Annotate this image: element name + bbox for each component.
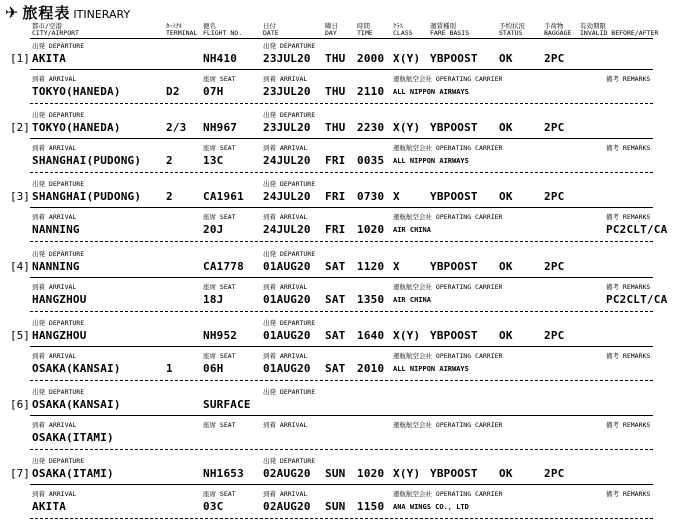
segment-divider: [30, 207, 653, 208]
segment-divider: [30, 484, 653, 485]
seat-number: 06H: [203, 361, 224, 375]
title-jp: 旅程表: [22, 4, 71, 22]
seat-label: 座席 SEAT: [203, 351, 236, 360]
arrival-date: 24JUL20: [263, 223, 311, 237]
departure-date-label: 出発 DEPARTURE: [263, 180, 316, 189]
operating-carrier: ALL NIPPON AIRWAYS: [393, 88, 469, 96]
column-header-jp: 時間: [357, 22, 370, 30]
arrival-date-label: 到着 ARRIVAL: [263, 75, 308, 83]
segment-dashed-divider: [30, 103, 653, 104]
departure-label: 出発 DEPARTURE: [32, 249, 85, 258]
arrival-city: OSAKA(KANSAI): [32, 361, 121, 375]
arrival-label: 到着 ARRIVAL: [32, 213, 77, 222]
baggage-allowance: 2PC: [544, 190, 565, 204]
departure-date: 24JUL20: [263, 190, 311, 204]
arrival-city: TOKYO(HANEDA): [32, 85, 121, 98]
itinerary-title: [5, 2, 130, 23]
arrival-city: SHANGHAI(PUDONG): [32, 154, 142, 168]
departure-city: SHANGHAI(PUDONG): [32, 190, 142, 204]
segment-divider: [30, 69, 653, 70]
departure-time: 2000: [357, 52, 385, 65]
operating-carrier: ALL NIPPON AIRWAYS: [393, 364, 469, 373]
segment-dashed-divider: [30, 518, 653, 519]
baggage-allowance: 2PC: [544, 259, 565, 273]
arrival-label: 到着 ARRIVAL: [32, 351, 77, 360]
segment-dashed-divider: [30, 172, 653, 173]
segment-divider: [30, 346, 653, 347]
departure-date: 23JUL20: [263, 121, 311, 135]
operating-carrier: ANA WINGS CO., LTD: [393, 503, 469, 512]
arrival-terminal: 2: [166, 154, 173, 168]
departure-time: 2230: [357, 121, 385, 135]
operating-carrier-label: 運航航空会社 OPERATING CARRIER: [393, 213, 503, 222]
departure-date: 01AUG20: [263, 328, 311, 342]
column-header-en: INVALID BEFORE/AFTER: [580, 29, 659, 37]
operating-carrier-label: 運航航空会社 OPERATING CARRIER: [393, 282, 503, 291]
booking-status: OK: [499, 328, 513, 342]
column-header-en: DATE: [263, 29, 279, 37]
arrival-time: 2110: [357, 85, 385, 98]
departure-city: NANNING: [32, 259, 80, 273]
column-header-jp: ﾀｰﾐﾅﾙ: [166, 22, 183, 30]
column-header-jp: 予約状況: [499, 22, 525, 30]
arrival-date-label: 到着 ARRIVAL: [263, 351, 308, 360]
remarks-label: 備考 REMARKS: [606, 421, 651, 429]
departure-day: THU: [325, 121, 346, 135]
column-header-en: CITY/AIRPORT: [32, 29, 79, 37]
seat-label: 座席 SEAT: [203, 75, 236, 83]
segment-number: [3]: [10, 190, 30, 204]
segment-number: [7]: [10, 467, 30, 481]
booking-status: OK: [499, 467, 513, 481]
arrival-label: 到着 ARRIVAL: [32, 144, 77, 153]
flight-segment: [0, 456, 678, 525]
segment-number: [6]: [10, 398, 30, 411]
departure-time: 1020: [357, 467, 385, 481]
booking-class: X: [393, 259, 400, 273]
segment-divider: [30, 138, 653, 139]
title-en: ITINERARY: [73, 8, 131, 21]
segment-number: [4]: [10, 259, 30, 273]
column-header-en: TIME: [357, 29, 373, 37]
remarks-label: 備考 REMARKS: [606, 213, 651, 222]
flight-number: CA1961: [203, 190, 244, 204]
departure-date-label: 出発 DEPARTURE: [263, 318, 316, 327]
departure-date-label: 出発 DEPARTURE: [263, 249, 316, 258]
remarks-label: 備考 REMARKS: [606, 75, 651, 83]
departure-time: 0730: [357, 190, 385, 204]
column-header-en: FLIGHT NO.: [203, 29, 243, 37]
arrival-label: 到着 ARRIVAL: [32, 75, 77, 83]
departure-city: HANGZHOU: [32, 328, 87, 342]
operating-carrier-label: 運航航空会社 OPERATING CARRIER: [393, 75, 503, 83]
booking-status: OK: [499, 52, 513, 65]
departure-date-label: 出発 DEPARTURE: [263, 42, 316, 50]
flight-number: CA1778: [203, 259, 244, 273]
flight-number: NH967: [203, 121, 238, 135]
operating-carrier-label: 運航航空会社 OPERATING CARRIER: [393, 144, 503, 153]
departure-time: 1120: [357, 259, 385, 273]
operating-carrier: AIR CHINA: [393, 295, 431, 304]
header-divider: [30, 38, 653, 39]
departure-label: 出発 DEPARTURE: [32, 388, 85, 396]
seat-label: 座席 SEAT: [203, 282, 236, 291]
departure-date-label: 出発 DEPARTURE: [263, 388, 316, 396]
column-header-jp: 有効期限: [580, 22, 606, 30]
departure-day: SAT: [325, 328, 346, 342]
fare-basis: YBPOOST: [430, 52, 478, 65]
column-header: [393, 23, 413, 37]
arrival-date-label: 到着 ARRIVAL: [263, 213, 308, 222]
booking-status: OK: [499, 190, 513, 204]
departure-time: 1640: [357, 328, 385, 342]
departure-day: FRI: [325, 190, 346, 204]
arrival-city: AKITA: [32, 500, 67, 514]
arrival-date: 24JUL20: [263, 154, 311, 168]
column-header: [263, 23, 279, 37]
column-header-en: TERMINAL: [166, 29, 198, 37]
arrival-label: 到着 ARRIVAL: [32, 490, 77, 499]
arrival-day: THU: [325, 85, 346, 98]
arrival-label: 到着 ARRIVAL: [32, 421, 77, 429]
departure-date-label: 出発 DEPARTURE: [263, 111, 316, 120]
booking-class: X(Y): [393, 121, 421, 135]
seat-number: 07H: [203, 85, 224, 98]
booking-class: X(Y): [393, 328, 421, 342]
fare-basis: YBPOOST: [430, 259, 478, 273]
departure-label: 出発 DEPARTURE: [32, 42, 85, 50]
column-header-jp: 曜日: [325, 22, 338, 30]
arrival-day: SAT: [325, 292, 346, 306]
column-header: [166, 23, 197, 37]
column-header: [544, 23, 571, 37]
arrival-date: 02AUG20: [263, 500, 311, 514]
baggage-allowance: 2PC: [544, 467, 565, 481]
remarks-label: 備考 REMARKS: [606, 351, 651, 360]
seat-number: 03C: [203, 500, 224, 514]
arrival-date: 01AUG20: [263, 361, 311, 375]
flight-number: SURFACE: [203, 398, 251, 411]
arrival-time: 0035: [357, 154, 385, 168]
column-header-jp: ｸﾗｽ: [393, 22, 403, 30]
column-header-jp: 都市/空港: [32, 22, 62, 30]
airplane-icon: ✈: [5, 3, 19, 22]
departure-label: 出発 DEPARTURE: [32, 318, 85, 327]
departure-date: 02AUG20: [263, 467, 311, 481]
baggage-allowance: 2PC: [544, 52, 565, 65]
column-header: [430, 23, 469, 37]
operating-carrier-label: 運航航空会社 OPERATING CARRIER: [393, 421, 503, 429]
segment-dashed-divider: [30, 241, 653, 242]
arrival-terminal: 1: [166, 361, 173, 375]
baggage-allowance: 2PC: [544, 328, 565, 342]
segment-number: [2]: [10, 121, 30, 135]
departure-date-label: 出発 DEPARTURE: [263, 457, 316, 466]
remarks: PC2CLT/CA: [606, 223, 668, 237]
segment-divider: [30, 415, 653, 416]
arrival-time: 1150: [357, 500, 385, 514]
column-header: [325, 23, 338, 37]
fare-basis: YBPOOST: [430, 467, 478, 481]
segment-number: [1]: [10, 52, 30, 65]
segment-dashed-divider: [30, 311, 653, 312]
seat-label: 座席 SEAT: [203, 490, 236, 499]
column-header: [499, 23, 525, 37]
flight-number: NH410: [203, 52, 238, 65]
column-header-jp: 便名: [203, 22, 216, 30]
arrival-day: FRI: [325, 154, 346, 168]
seat-number: 20J: [203, 223, 224, 237]
fare-basis: YBPOOST: [430, 121, 478, 135]
arrival-date-label: 到着 ARRIVAL: [263, 421, 308, 429]
departure-day: SAT: [325, 259, 346, 273]
departure-date: 01AUG20: [263, 259, 311, 273]
departure-city: OSAKA(ITAMI): [32, 467, 114, 481]
arrival-city: HANGZHOU: [32, 292, 87, 306]
remarks: PC2CLT/CA: [606, 292, 668, 306]
operating-carrier: AIR CHINA: [393, 226, 431, 235]
arrival-date-label: 到着 ARRIVAL: [263, 144, 308, 153]
column-header-jp: 日付: [263, 22, 276, 30]
flight-segment: [0, 249, 678, 318]
arrival-city: OSAKA(ITAMI): [32, 431, 114, 444]
arrival-date-label: 到着 ARRIVAL: [263, 490, 308, 499]
seat-label: 座席 SEAT: [203, 144, 236, 153]
arrival-date: 23JUL20: [263, 85, 311, 98]
arrival-time: 2010: [357, 361, 385, 375]
column-header: [357, 23, 373, 37]
column-header-en: DAY: [325, 29, 337, 37]
departure-day: SUN: [325, 467, 346, 481]
arrival-label: 到着 ARRIVAL: [32, 282, 77, 291]
flight-segment: [0, 110, 678, 179]
column-header: [32, 23, 79, 37]
arrival-day: SUN: [325, 500, 346, 514]
departure-date: 23JUL20: [263, 52, 311, 65]
departure-city: OSAKA(KANSAI): [32, 398, 121, 411]
operating-carrier: ALL NIPPON AIRWAYS: [393, 157, 469, 166]
booking-status: OK: [499, 121, 513, 135]
arrival-city: NANNING: [32, 223, 80, 237]
arrival-time: 1350: [357, 292, 385, 306]
arrival-date-label: 到着 ARRIVAL: [263, 282, 308, 291]
departure-terminal: 2/3: [166, 121, 187, 135]
column-header-en: BAGGAGE: [544, 29, 572, 37]
operating-carrier-label: 運航航空会社 OPERATING CARRIER: [393, 490, 503, 499]
seat-label: 座席 SEAT: [203, 421, 236, 429]
fare-basis: YBPOOST: [430, 328, 478, 342]
seat-number: 18J: [203, 292, 224, 306]
segment-dashed-divider: [30, 380, 653, 381]
segment-divider: [30, 277, 653, 278]
seat-number: 13C: [203, 154, 224, 168]
remarks-label: 備考 REMARKS: [606, 282, 651, 291]
departure-label: 出発 DEPARTURE: [32, 457, 85, 466]
column-header: [580, 23, 658, 37]
arrival-day: FRI: [325, 223, 346, 237]
departure-city: TOKYO(HANEDA): [32, 121, 121, 135]
remarks-label: 備考 REMARKS: [606, 144, 651, 153]
booking-class: X(Y): [393, 467, 421, 481]
flight-segment: [0, 318, 678, 387]
column-header-en: CLASS: [393, 29, 413, 37]
column-header-jp: 運賃種別: [430, 22, 456, 30]
segment-dashed-divider: [30, 449, 653, 450]
seat-label: 座席 SEAT: [203, 213, 236, 222]
booking-status: OK: [499, 259, 513, 273]
arrival-day: SAT: [325, 361, 346, 375]
booking-class: X: [393, 190, 400, 204]
booking-class: X(Y): [393, 52, 421, 65]
remarks-label: 備考 REMARKS: [606, 490, 651, 499]
column-header: [203, 23, 242, 37]
flight-segment: [0, 179, 678, 248]
departure-terminal: 2: [166, 190, 173, 204]
column-header-en: FARE BASIS: [430, 29, 470, 37]
arrival-terminal: D2: [166, 85, 180, 98]
flight-number: NH1653: [203, 467, 244, 481]
flight-number: NH952: [203, 328, 238, 342]
operating-carrier-label: 運航航空会社 OPERATING CARRIER: [393, 351, 503, 360]
departure-label: 出発 DEPARTURE: [32, 111, 85, 120]
segment-number: [5]: [10, 328, 30, 342]
column-header-jp: 手荷物: [544, 22, 564, 30]
arrival-date: 01AUG20: [263, 292, 311, 306]
flight-segment: [0, 387, 678, 456]
baggage-allowance: 2PC: [544, 121, 565, 135]
departure-label: 出発 DEPARTURE: [32, 180, 85, 189]
fare-basis: YBPOOST: [430, 190, 478, 204]
departure-city: AKITA: [32, 52, 67, 65]
flight-segment: [0, 41, 678, 110]
column-header-en: STATUS: [499, 29, 523, 37]
arrival-time: 1020: [357, 223, 385, 237]
departure-day: THU: [325, 52, 346, 65]
